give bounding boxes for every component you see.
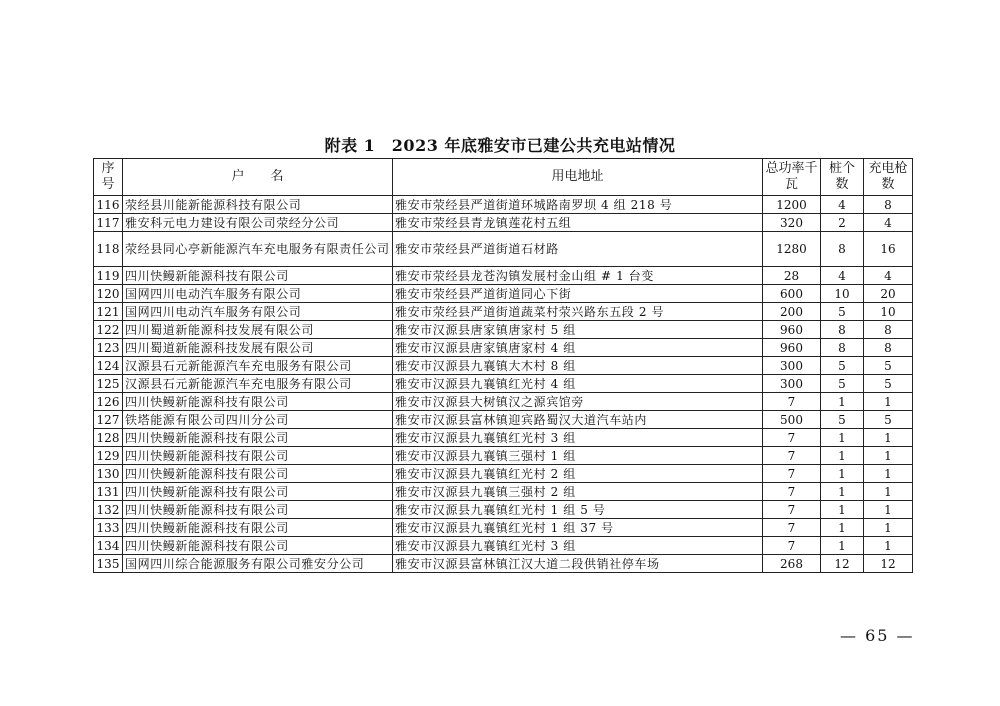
cell-address: 雅安市荥经县青龙镇莲花村五组 (393, 214, 763, 232)
table-row (94, 465, 913, 483)
cell-index: 130 (94, 465, 123, 483)
cell-name: 四川快鳗新能源科技有限公司 (123, 393, 393, 411)
cell-index: 120 (94, 285, 123, 303)
charging-station-table (93, 158, 913, 573)
cell-index: 131 (94, 483, 123, 501)
cell-index: 121 (94, 303, 123, 321)
cell-name: 四川快鳗新能源科技有限公司 (123, 519, 393, 537)
cell-guns: 1 (864, 465, 913, 483)
cell-piles: 1 (821, 447, 864, 465)
cell-name: 四川蜀道新能源科技发展有限公司 (123, 321, 393, 339)
cell-piles: 1 (821, 519, 864, 537)
cell-address: 雅安市汉源县大树镇汉之源宾馆旁 (393, 393, 763, 411)
cell-index: 119 (94, 267, 123, 285)
cell-address: 雅安市荥经县严道街道环城路南罗坝 4 组 218 号 (393, 196, 763, 214)
table-row (94, 214, 913, 232)
cell-guns: 1 (864, 519, 913, 537)
cell-name: 四川快鳗新能源科技有限公司 (123, 447, 393, 465)
cell-power: 7 (763, 519, 821, 537)
cell-address: 雅安市荥经县严道街道蔬菜村荥兴路东五段 2 号 (393, 303, 763, 321)
table-row (94, 555, 913, 573)
cell-index: 125 (94, 375, 123, 393)
cell-power: 7 (763, 465, 821, 483)
cell-index: 134 (94, 537, 123, 555)
cell-index: 126 (94, 393, 123, 411)
cell-power: 7 (763, 393, 821, 411)
cell-name: 四川快鳗新能源科技有限公司 (123, 429, 393, 447)
cell-guns: 20 (864, 285, 913, 303)
cell-power: 7 (763, 537, 821, 555)
cell-address: 雅安市汉源县唐家镇唐家村 5 组 (393, 321, 763, 339)
header-piles: 桩个数 (821, 159, 864, 196)
table-row (94, 501, 913, 519)
cell-power: 300 (763, 357, 821, 375)
cell-guns: 4 (864, 214, 913, 232)
cell-index: 117 (94, 214, 123, 232)
page-number: — 65 — (840, 626, 915, 645)
cell-index: 122 (94, 321, 123, 339)
cell-address: 雅安市汉源县唐家镇唐家村 4 组 (393, 339, 763, 357)
cell-guns: 1 (864, 537, 913, 555)
cell-piles: 2 (821, 214, 864, 232)
table-row (94, 519, 913, 537)
table-row (94, 375, 913, 393)
cell-power: 320 (763, 214, 821, 232)
cell-address: 雅安市汉源县九襄镇大木村 8 组 (393, 357, 763, 375)
table-header-row (94, 159, 913, 196)
cell-guns: 8 (864, 339, 913, 357)
cell-name: 国网四川电动汽车服务有限公司 (123, 303, 393, 321)
cell-power: 7 (763, 447, 821, 465)
cell-address: 雅安市汉源县富林镇迎宾路蜀汉大道汽车站内 (393, 411, 763, 429)
cell-guns: 12 (864, 555, 913, 573)
cell-piles: 4 (821, 196, 864, 214)
cell-power: 960 (763, 339, 821, 357)
table-row (94, 483, 913, 501)
cell-guns: 8 (864, 196, 913, 214)
table-row (94, 285, 913, 303)
cell-power: 200 (763, 303, 821, 321)
cell-address: 雅安市荥经县龙苍沟镇发展村金山组 # 1 台变 (393, 267, 763, 285)
cell-power: 7 (763, 501, 821, 519)
cell-index: 123 (94, 339, 123, 357)
table-row (94, 429, 913, 447)
cell-address: 雅安市汉源县九襄镇红光村 3 组 (393, 537, 763, 555)
cell-guns: 5 (864, 411, 913, 429)
cell-index: 133 (94, 519, 123, 537)
cell-power: 1200 (763, 196, 821, 214)
cell-index: 127 (94, 411, 123, 429)
cell-guns: 1 (864, 429, 913, 447)
cell-index: 118 (94, 232, 123, 267)
cell-piles: 8 (821, 232, 864, 267)
cell-name: 汉源县石元新能源汽车充电服务有限公司 (123, 357, 393, 375)
cell-name: 四川快鳗新能源科技有限公司 (123, 501, 393, 519)
cell-name: 国网四川综合能源服务有限公司雅安分公司 (123, 555, 393, 573)
cell-index: 128 (94, 429, 123, 447)
cell-power: 600 (763, 285, 821, 303)
cell-power: 7 (763, 483, 821, 501)
cell-guns: 1 (864, 447, 913, 465)
cell-power: 500 (763, 411, 821, 429)
cell-guns: 5 (864, 375, 913, 393)
cell-piles: 5 (821, 411, 864, 429)
cell-address: 雅安市汉源县富林镇江汉大道二段供销社停车场 (393, 555, 763, 573)
cell-name: 四川蜀道新能源科技发展有限公司 (123, 339, 393, 357)
cell-piles: 4 (821, 267, 864, 285)
table-row (94, 447, 913, 465)
cell-power: 1280 (763, 232, 821, 267)
table-row (94, 339, 913, 357)
cell-name: 四川快鳗新能源科技有限公司 (123, 483, 393, 501)
cell-address: 雅安市汉源县九襄镇三强村 1 组 (393, 447, 763, 465)
table-body (94, 196, 913, 573)
cell-piles: 1 (821, 393, 864, 411)
table-row (94, 196, 913, 214)
cell-index: 135 (94, 555, 123, 573)
cell-piles: 1 (821, 465, 864, 483)
cell-power: 960 (763, 321, 821, 339)
cell-power: 300 (763, 375, 821, 393)
cell-guns: 16 (864, 232, 913, 267)
table-row (94, 232, 913, 267)
cell-guns: 1 (864, 501, 913, 519)
cell-guns: 4 (864, 267, 913, 285)
cell-guns: 1 (864, 483, 913, 501)
table-row (94, 303, 913, 321)
table-row (94, 267, 913, 285)
cell-name: 雅安科元电力建设有限公司荥经分公司 (123, 214, 393, 232)
cell-index: 116 (94, 196, 123, 214)
cell-name: 四川快鳗新能源科技有限公司 (123, 537, 393, 555)
cell-piles: 5 (821, 303, 864, 321)
cell-guns: 1 (864, 393, 913, 411)
cell-piles: 5 (821, 375, 864, 393)
header-name: 户 名 (123, 159, 393, 196)
page-title: 附表 1 2023 年底雅安市已建公共充电站情况 (324, 136, 676, 155)
cell-index: 124 (94, 357, 123, 375)
cell-address: 雅安市汉源县九襄镇红光村 3 组 (393, 429, 763, 447)
cell-address: 雅安市荥经县严道街道同心下街 (393, 285, 763, 303)
cell-piles: 1 (821, 537, 864, 555)
header-guns: 充电枪数 (864, 159, 913, 196)
cell-name: 汉源县石元新能源汽车充电服务有限公司 (123, 375, 393, 393)
cell-name: 铁塔能源有限公司四川分公司 (123, 411, 393, 429)
cell-name: 四川快鳗新能源科技有限公司 (123, 267, 393, 285)
cell-power: 7 (763, 429, 821, 447)
header-index: 序号 (94, 159, 123, 196)
table-row (94, 411, 913, 429)
cell-name: 荥经县川能新能源科技有限公司 (123, 196, 393, 214)
table-row (94, 357, 913, 375)
cell-name: 国网四川电动汽车服务有限公司 (123, 285, 393, 303)
cell-address: 雅安市汉源县九襄镇红光村 1 组 5 号 (393, 501, 763, 519)
table-row (94, 321, 913, 339)
cell-piles: 12 (821, 555, 864, 573)
cell-guns: 10 (864, 303, 913, 321)
cell-piles: 10 (821, 285, 864, 303)
header-power: 总功率千瓦 (763, 159, 821, 196)
header-address: 用电地址 (393, 159, 763, 196)
cell-piles: 1 (821, 483, 864, 501)
cell-address: 雅安市汉源县九襄镇红光村 2 组 (393, 465, 763, 483)
table-row (94, 393, 913, 411)
cell-address: 雅安市汉源县九襄镇红光村 1 组 37 号 (393, 519, 763, 537)
cell-piles: 8 (821, 339, 864, 357)
cell-index: 132 (94, 501, 123, 519)
cell-guns: 8 (864, 321, 913, 339)
cell-guns: 5 (864, 357, 913, 375)
cell-power: 268 (763, 555, 821, 573)
cell-power: 28 (763, 267, 821, 285)
cell-piles: 5 (821, 357, 864, 375)
cell-address: 雅安市荥经县严道街道石材路 (393, 232, 763, 267)
cell-address: 雅安市汉源县九襄镇三强村 2 组 (393, 483, 763, 501)
cell-piles: 1 (821, 501, 864, 519)
cell-name: 四川快鳗新能源科技有限公司 (123, 465, 393, 483)
cell-index: 129 (94, 447, 123, 465)
cell-address: 雅安市汉源县九襄镇红光村 4 组 (393, 375, 763, 393)
cell-piles: 8 (821, 321, 864, 339)
table-row (94, 537, 913, 555)
cell-name: 荥经县同心亭新能源汽车充电服务有限责任公司 (123, 232, 393, 267)
cell-piles: 1 (821, 429, 864, 447)
